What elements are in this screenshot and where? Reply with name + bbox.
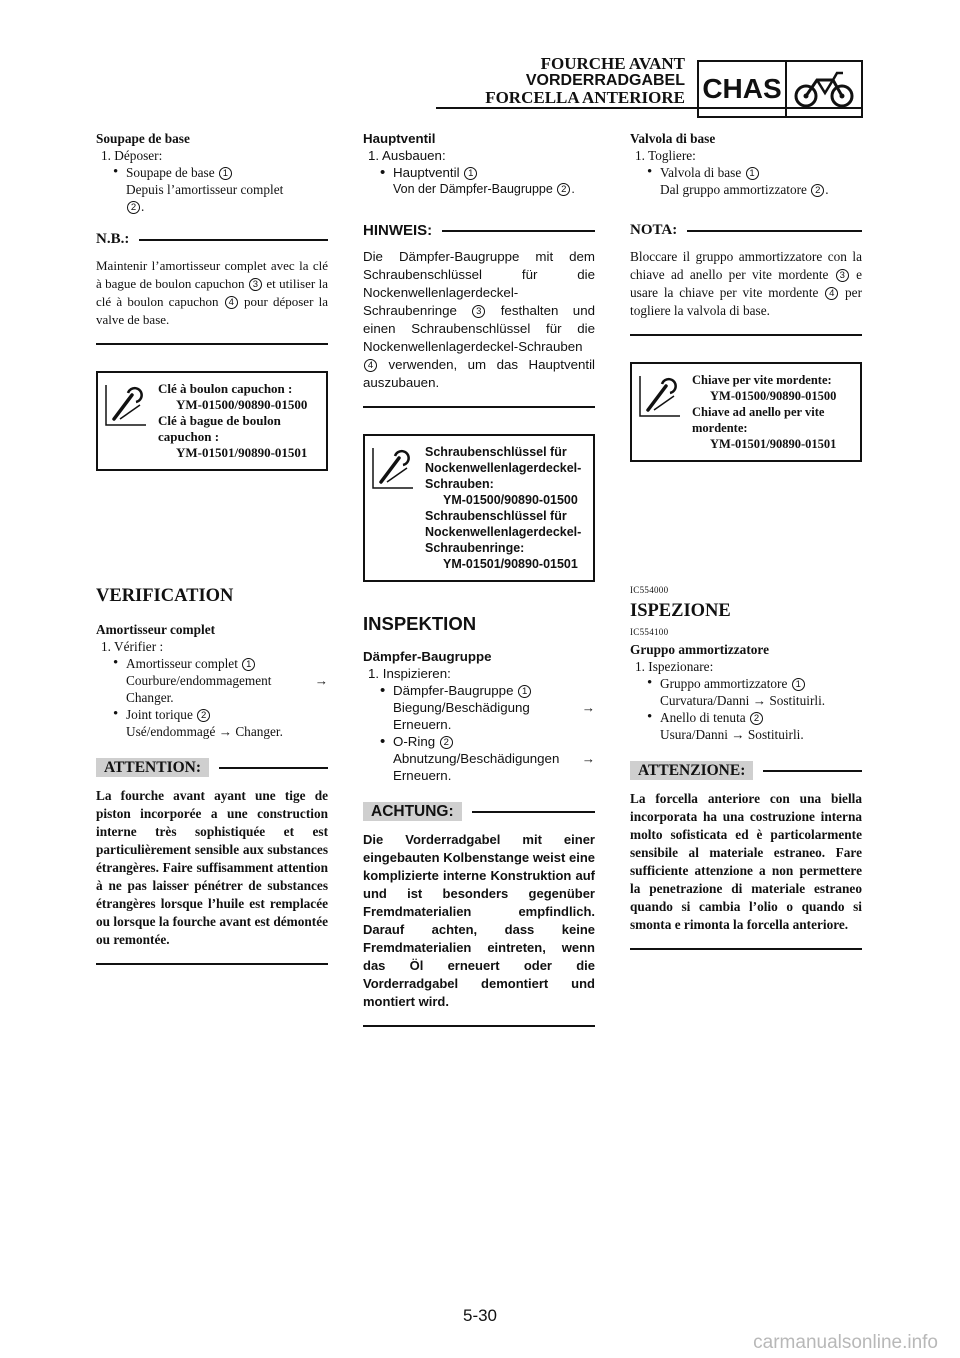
list-item bbox=[363, 682, 595, 699]
special-tool-box bbox=[630, 362, 862, 462]
list-item bbox=[363, 164, 595, 181]
watermark: carmanualsonline.info bbox=[753, 1332, 938, 1353]
callout-number: 3 bbox=[472, 305, 485, 318]
note-body bbox=[96, 257, 328, 329]
callout-number: 2 bbox=[127, 201, 140, 214]
section-end-rule bbox=[630, 334, 862, 336]
item-detail bbox=[363, 750, 595, 767]
item-label: Anello di tenuta bbox=[660, 710, 746, 725]
note-text: festhalten und einen Schraubenschlüssel für die Nockenwellenlagerdeckel-Schrauben bbox=[363, 303, 595, 354]
item-detail bbox=[630, 726, 862, 743]
item-action: Changer. bbox=[126, 690, 174, 705]
note-body bbox=[363, 248, 595, 392]
section-end-rule bbox=[363, 406, 595, 408]
note-heading bbox=[96, 231, 328, 248]
item-action: Erneuern. bbox=[393, 717, 452, 732]
callout-number: 3 bbox=[249, 278, 262, 291]
note-body bbox=[630, 248, 862, 320]
callout-number: 4 bbox=[225, 296, 238, 309]
arrow-icon: → bbox=[218, 724, 232, 739]
arrow-icon: → bbox=[314, 673, 328, 688]
tool-name: Chiave ad anello per vite mordente: bbox=[692, 405, 825, 435]
list-item bbox=[630, 164, 862, 181]
note-text: Bloccare il gruppo ammortizzatore con la chiave ad anello per vite mordente bbox=[630, 249, 862, 282]
note-text: e usare la chiave per vite mordente bbox=[630, 267, 863, 300]
section-end-rule bbox=[363, 1025, 595, 1027]
detail-text: Depuis l’amortisseur complet bbox=[126, 182, 284, 197]
note-text: et utiliser la clé à boulon capuchon bbox=[96, 276, 328, 309]
item-detail bbox=[96, 723, 328, 740]
item-detail bbox=[363, 699, 595, 716]
note-text: pour déposer la valve de base. bbox=[96, 294, 329, 327]
caution-label: ATTENZIONE: bbox=[630, 761, 753, 780]
column-italian bbox=[630, 130, 862, 950]
item-label: Joint torique bbox=[126, 707, 193, 722]
page-number: 5-30 bbox=[462, 1306, 498, 1325]
header-title-it: FORCELLA ANTERIORE bbox=[485, 88, 685, 107]
note-label: NOTA: bbox=[630, 222, 678, 238]
note-text: verwenden, um das Hauptventil auszubauen. bbox=[363, 357, 595, 390]
special-tool-box bbox=[96, 371, 328, 471]
note-heading bbox=[363, 222, 595, 239]
inspection-part-title: Gruppo ammortizzatore bbox=[630, 642, 769, 657]
callout-number: 2 bbox=[197, 709, 210, 722]
callout-number: 2 bbox=[811, 184, 824, 197]
caution-text: La forcella anteriore con una biella incorporata ha una costruzione interna molto sofisticata ed è particolarmente sensibile al materiale estraneo. Fare sufficiente attenzione a non permettere la penetrazione di materiale estraneo quando si cambia l’olio o quando si smonta e rimonta la forcella anteriore. bbox=[630, 791, 862, 932]
note-heading bbox=[630, 222, 862, 239]
section-end-rule bbox=[630, 948, 862, 950]
caution-heading bbox=[363, 802, 595, 821]
list-item bbox=[96, 706, 328, 723]
list-item bbox=[96, 164, 328, 181]
item-action: Erneuern. bbox=[393, 768, 452, 783]
section-title: INSPEKTION bbox=[363, 613, 477, 634]
special-tool-box bbox=[363, 434, 595, 582]
step: 1. Vérifier : bbox=[101, 639, 164, 654]
item-label: Amortisseur complet bbox=[126, 656, 238, 671]
action-text: Changer. bbox=[235, 724, 283, 739]
list-item bbox=[630, 709, 862, 726]
list-item bbox=[630, 675, 862, 692]
item-detail: Depuis l’amortisseur complet 2 . bbox=[126, 182, 284, 214]
step: 1. Inspizieren: bbox=[368, 666, 451, 681]
caution-heading bbox=[630, 761, 862, 780]
section-badge bbox=[697, 60, 863, 118]
motorcycle-icon bbox=[787, 62, 861, 116]
note-text: Die Dämpfer-Baugruppe mit dem Schraubenschlüssel für die Nockenwellenlagerdeckel-Schraubenringe bbox=[363, 249, 595, 318]
arrow-icon: → bbox=[581, 751, 595, 766]
list-item bbox=[96, 655, 328, 672]
arrow-icon: → bbox=[731, 727, 745, 742]
list-item bbox=[363, 733, 595, 750]
item-detail: Dal gruppo ammortizzatore 2 . bbox=[660, 182, 829, 197]
reference-code: IC554100 bbox=[630, 627, 669, 637]
heading-rule bbox=[139, 239, 328, 241]
caution-label: ATTENTION: bbox=[96, 758, 209, 777]
heading-rule bbox=[687, 230, 862, 232]
note-label: HINWEIS: bbox=[363, 222, 433, 239]
callout-number: 3 bbox=[836, 269, 849, 282]
arrow-icon: → bbox=[581, 700, 595, 715]
caution-text: Die Vorderradgabel mit einer eingebauten Kolbenstange weist eine komplizierte interne Konstruktion auf und ist besonders gegenüber Fremdmaterialien empfindlich. Darauf achten, dass keine Fremdmaterialien eintreten, wenn das Öl erneuert oder die Vorderradgabel demontiert und montiert wird. bbox=[363, 832, 595, 1009]
callout-number: 2 bbox=[440, 736, 453, 749]
heading-rule bbox=[219, 767, 328, 769]
detail-text: Curvatura/Danni bbox=[660, 693, 750, 708]
callout-number: 4 bbox=[825, 287, 838, 300]
caution-label: ACHTUNG: bbox=[363, 802, 462, 821]
tool-code: YM-01501/90890-01501 bbox=[176, 445, 308, 460]
callout-number: 1 bbox=[746, 167, 759, 180]
tool-name: Schraubenschlüssel für Nockenwellenlagerdeckel-Schraubenringe: bbox=[425, 509, 582, 555]
item-label: Dämpfer-Baugruppe bbox=[393, 683, 514, 698]
callout-number: 1 bbox=[792, 678, 805, 691]
section-end-rule bbox=[96, 343, 328, 345]
part-title: Soupape de base bbox=[96, 131, 190, 146]
item-detail bbox=[630, 692, 862, 709]
callout-number: 1 bbox=[464, 167, 477, 180]
callout-number: 1 bbox=[242, 658, 255, 671]
tool-name: Schraubenschlüssel für Nockenwellenlagerdeckel-Schrauben: bbox=[425, 445, 582, 491]
step: 1. Ispezionare: bbox=[635, 659, 714, 674]
wrench-icon bbox=[369, 444, 417, 492]
callout-number: 4 bbox=[364, 359, 377, 372]
detail-text: Biegung/Beschädigung bbox=[393, 700, 530, 715]
item-label: Hauptventil bbox=[393, 165, 460, 180]
step: 1. Déposer: bbox=[101, 148, 163, 163]
page-header bbox=[440, 55, 685, 106]
callout-number: 2 bbox=[557, 183, 570, 196]
detail-text: Usura/Danni bbox=[660, 727, 728, 742]
detail-text: Courbure/endommagement bbox=[126, 673, 272, 688]
step: 1. Ausbauen: bbox=[368, 148, 446, 163]
tool-name: Clé à bague de boulon capuchon : bbox=[158, 413, 281, 444]
tool-code: YM-01501/90890-01501 bbox=[443, 557, 578, 571]
item-label: Valvola di base bbox=[660, 165, 742, 180]
step: 1. Togliere: bbox=[635, 148, 696, 163]
item-label: O-Ring bbox=[393, 734, 436, 749]
section-title: VERIFICATION bbox=[96, 586, 234, 606]
section-code: CHAS bbox=[699, 62, 787, 116]
wrench-icon bbox=[102, 381, 150, 429]
inspection-part-title: Dämpfer-Baugruppe bbox=[363, 649, 492, 664]
detail-text: Usé/endommagé bbox=[126, 724, 216, 739]
heading-rule bbox=[472, 811, 595, 813]
header-title-fr: FOURCHE AVANT bbox=[540, 54, 685, 73]
inspection-part-title: Amortisseur complet bbox=[96, 622, 216, 637]
tool-code: YM-01500/90890-01500 bbox=[443, 493, 578, 507]
column-german bbox=[363, 130, 595, 1027]
header-title-de: VORDERRADGABEL bbox=[525, 72, 685, 89]
callout-number: 2 bbox=[750, 712, 763, 725]
tool-name: Clé à boulon capuchon : bbox=[158, 381, 293, 396]
caution-text: La fourche avant ayant une tige de piston incorporée a une construction interne très sophistiquée et est particulièrement sensible aux substances étrangères. Faire suffisamment attention à ne pas laisser pénétrer de substances étrangères lorsque l’huile est remplacée ou lorsque la fourche avant est démontée ou remontée. bbox=[96, 788, 328, 947]
detail-text: Von der Dämpfer-Baugruppe bbox=[393, 182, 553, 196]
note-text: Maintenir l’amortisseur complet avec la clé à bague de boulon capuchon bbox=[96, 258, 328, 291]
item-label: Soupape de base bbox=[126, 165, 215, 180]
item-label: Gruppo ammortizzatore bbox=[660, 676, 788, 691]
reference-code: IC554000 bbox=[630, 585, 669, 595]
section-end-rule bbox=[96, 963, 328, 965]
tool-code: YM-01500/90890-01500 bbox=[176, 397, 308, 412]
section-title: ISPEZIONE bbox=[630, 601, 731, 621]
heading-rule bbox=[763, 770, 862, 772]
tool-name: Chiave per vite mordente: bbox=[692, 373, 832, 387]
item-detail: Von der Dämpfer-Baugruppe 2 . bbox=[393, 182, 575, 196]
note-label: N.B.: bbox=[96, 231, 130, 247]
detail-text: Dal gruppo ammortizzatore bbox=[660, 182, 807, 197]
note-text: per togliere la valvola di base. bbox=[630, 285, 862, 318]
callout-number: 1 bbox=[219, 167, 232, 180]
part-title: Valvola di base bbox=[630, 131, 716, 146]
action-text: Sostituirli. bbox=[769, 693, 826, 708]
part-title: Hauptventil bbox=[363, 131, 436, 146]
caution-heading bbox=[96, 758, 328, 777]
wrench-icon bbox=[636, 372, 684, 420]
callout-number: 1 bbox=[518, 685, 531, 698]
detail-text: Abnutzung/Beschädigungen bbox=[393, 751, 560, 766]
tool-code: YM-01500/90890-01500 bbox=[710, 389, 837, 403]
heading-rule bbox=[442, 230, 595, 232]
arrow-icon: → bbox=[752, 693, 766, 708]
item-detail bbox=[96, 672, 328, 689]
column-french bbox=[96, 130, 328, 965]
action-text: Sostituirli. bbox=[747, 727, 804, 742]
tool-code: YM-01501/90890-01501 bbox=[710, 437, 837, 451]
